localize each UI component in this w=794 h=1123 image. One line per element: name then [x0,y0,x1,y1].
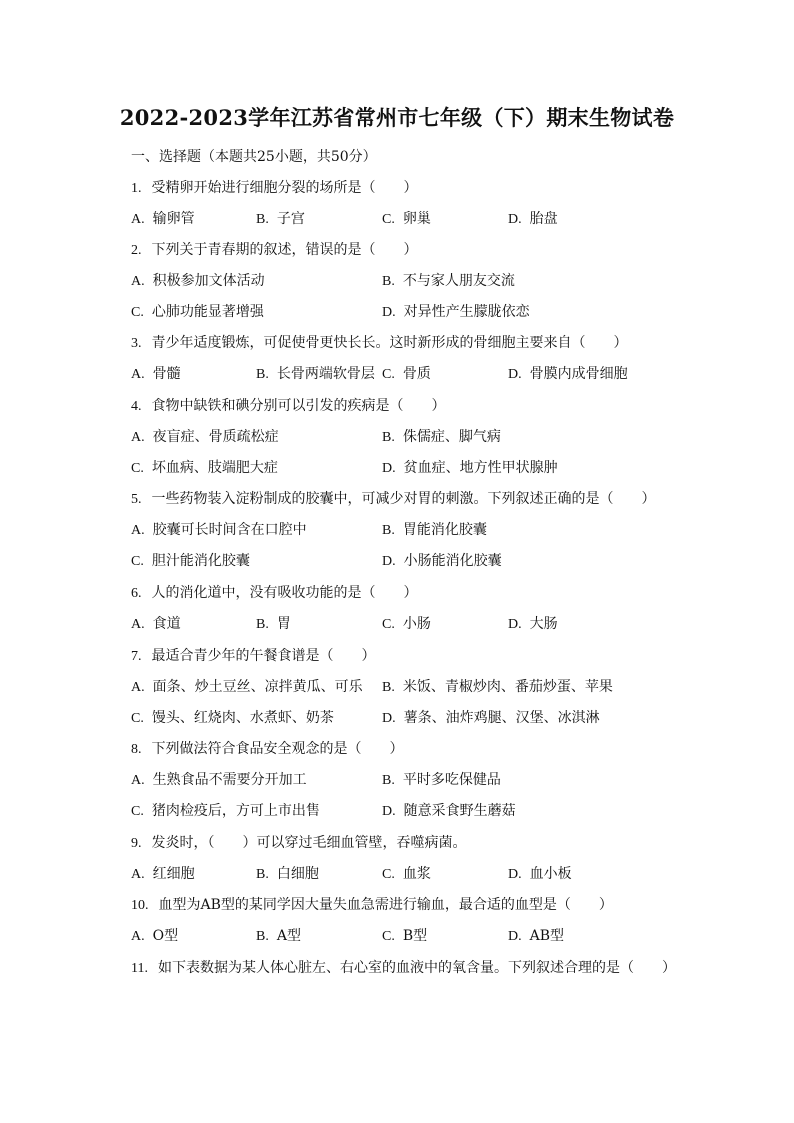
exam-title: 2022-2023学年江苏省常州市七年级（下）期末生物试卷 [119,105,675,130]
question-text: 青少年适度锻炼，可促使骨更快长长。这时新形成的骨细胞主要来自（ ） [151,335,628,351]
option-9a [131,863,195,883]
option-text: 胶囊可长时间含在口腔中 [152,522,307,538]
question-number: 6. [131,586,142,601]
option-letter: B. [382,773,395,788]
option-7d [382,707,600,727]
question-6 [131,582,418,602]
question-number: 3. [131,336,142,351]
question-11 [131,957,676,977]
option-4d [382,457,558,477]
option-4c [131,457,278,477]
option-3d [508,363,628,383]
option-letter: C. [382,212,395,227]
option-text: 夜盲症、骨质疏松症 [152,429,279,445]
option-2d [382,301,530,321]
option-3a [131,363,181,383]
question-number: 8. [131,742,142,757]
option-7b [382,676,613,696]
option-text: 胆汁能消化胶囊 [151,553,250,569]
option-letter: D. [382,554,396,569]
option-3c [382,363,431,383]
option-letter: C. [131,804,144,819]
option-8a [131,769,307,789]
option-letter: B. [382,523,395,538]
option-letter: C. [382,617,395,632]
option-text: 心肺功能显著增强 [151,304,264,320]
option-letter: A. [131,367,145,382]
option-4a [131,426,279,446]
option-letter: B. [256,929,269,944]
option-1d [508,208,558,228]
option-letter: B. [256,367,269,382]
option-text: 胃能消化胶囊 [402,522,487,538]
option-letter: A. [131,523,145,538]
option-text: A型 [276,928,301,944]
option-text: 长骨两端软骨层 [276,366,375,382]
option-text: 小肠 [402,616,431,632]
option-text: 小肠能消化胶囊 [403,553,502,569]
option-7c [131,707,334,727]
option-6d [508,613,558,633]
question-number: 5. [131,492,142,507]
question-7 [131,645,376,665]
option-letter: A. [131,212,145,227]
option-text: 坏血病、肢端肥大症 [151,460,278,476]
option-letter: D. [382,804,396,819]
option-letter: D. [508,367,522,382]
option-text: 红细胞 [152,866,195,882]
option-text: 大肠 [529,616,558,632]
question-text: 食物中缺铁和碘分别可以引发的疾病是（ ） [151,398,446,414]
question-9 [131,832,467,852]
question-8 [131,738,404,758]
option-text: AB型 [529,928,565,944]
option-letter: C. [382,929,395,944]
question-number: 11. [131,961,148,976]
option-letter: B. [256,867,269,882]
option-text: 面条、炒土豆丝、凉拌黄瓜、可乐 [152,679,363,695]
option-5c [131,550,250,570]
option-text: 平时多吃保健品 [402,772,501,788]
option-text: 胃 [276,616,291,632]
option-text: 积极参加文体活动 [152,273,265,289]
option-letter: C. [131,554,144,569]
option-5a [131,519,307,539]
option-text: 馒头、红烧肉、水煮虾、奶茶 [151,710,334,726]
option-letter: A. [131,773,145,788]
option-letter: D. [508,212,522,227]
option-letter: D. [382,711,396,726]
option-6b [256,613,291,633]
option-9c [382,863,431,883]
option-5d [382,550,502,570]
question-number: 2. [131,243,142,258]
option-letter: A. [131,929,145,944]
option-text: 不与家人朋友交流 [402,273,515,289]
question-number: 4. [131,399,142,414]
option-10c [382,925,427,945]
question-2 [131,239,418,259]
question-number: 1. [131,181,142,196]
option-letter: D. [508,929,522,944]
option-4b [382,426,501,446]
option-8d [382,800,516,820]
option-text: 对异性产生朦胧依恋 [403,304,530,320]
option-text: 骨髓 [152,366,181,382]
option-letter: C. [382,367,395,382]
option-letter: A. [131,680,145,695]
question-number: 9. [131,836,142,851]
option-letter: D. [382,461,396,476]
option-9b [256,863,319,883]
option-text: 随意采食野生蘑菇 [403,803,516,819]
option-1c [382,208,431,228]
option-5b [382,519,487,539]
option-letter: C. [131,711,144,726]
option-letter: D. [508,867,522,882]
option-text: 胎盘 [529,211,558,227]
option-text: 贫血症、地方性甲状腺肿 [403,460,558,476]
option-1a [131,208,195,228]
option-text: 生熟食品不需要分开加工 [152,772,307,788]
question-text: 人的消化道中，没有吸收功能的是（ ） [151,585,418,601]
option-letter: A. [131,274,145,289]
option-text: 骨膜内成骨细胞 [529,366,628,382]
question-number: 7. [131,649,142,664]
option-2c [131,301,264,321]
option-text: 薯条、油炸鸡腿、汉堡、冰淇淋 [403,710,600,726]
option-text: O型 [152,928,179,944]
option-letter: A. [131,867,145,882]
option-9d [508,863,572,883]
option-text: 输卵管 [152,211,195,227]
option-letter: A. [131,617,145,632]
option-letter: B. [382,274,395,289]
option-2b [382,270,515,290]
option-text: 猪肉检疫后，方可上市出售 [151,803,320,819]
option-text: 血小板 [529,866,572,882]
option-text: 血浆 [402,866,431,882]
question-5 [131,488,656,508]
option-8b [382,769,501,789]
option-letter: B. [382,430,395,445]
question-text: 血型为AB型的某同学因大量失血急需进行输血，最合适的血型是（ ） [158,897,613,913]
option-text: 米饭、青椒炒肉、番茄炒蛋、苹果 [402,679,613,695]
section-heading: 一、选择题（本题共25小题，共50分） [131,149,377,165]
option-10d [508,925,564,945]
option-letter: D. [508,617,522,632]
option-8c [131,800,320,820]
option-1b [256,208,305,228]
option-letter: A. [131,430,145,445]
option-10b [256,925,301,945]
option-letter: C. [382,867,395,882]
option-text: 白细胞 [276,866,319,882]
option-letter: B. [382,680,395,695]
question-text: 一些药物装入淀粉制成的胶囊中，可减少对胃的刺激。下列叙述正确的是（ ） [151,491,656,507]
option-text: 子宫 [276,211,305,227]
option-letter: C. [131,461,144,476]
option-6c [382,613,431,633]
question-text: 受精卵开始进行细胞分裂的场所是（ ） [151,180,418,196]
question-text: 发炎时，（ ）可以穿过毛细血管壁，吞噬病菌。 [151,835,467,851]
question-text: 最适合青少年的午餐食谱是（ ） [151,648,376,664]
option-letter: D. [382,305,396,320]
question-10 [131,894,613,914]
option-7a [131,676,363,696]
option-3b [256,363,375,383]
option-text: 骨质 [402,366,431,382]
question-1 [131,177,418,197]
question-4 [131,395,446,415]
option-text: 侏儒症、脚气病 [402,429,501,445]
question-3 [131,332,628,352]
question-number: 10. [131,898,149,913]
option-text: 食道 [152,616,181,632]
option-10a [131,925,178,945]
option-letter: B. [256,617,269,632]
option-text: B型 [402,928,428,944]
option-letter: B. [256,212,269,227]
question-text: 如下表数据为某人体心脏左、右心室的血液中的氧含量。下列叙述合理的是（ ） [157,960,676,976]
question-text: 下列做法符合食品安全观念的是（ ） [151,741,404,757]
option-letter: C. [131,305,144,320]
question-text: 下列关于青春期的叙述，错误的是（ ） [151,242,418,258]
option-2a [131,270,265,290]
option-6a [131,613,181,633]
option-text: 卵巢 [402,211,431,227]
